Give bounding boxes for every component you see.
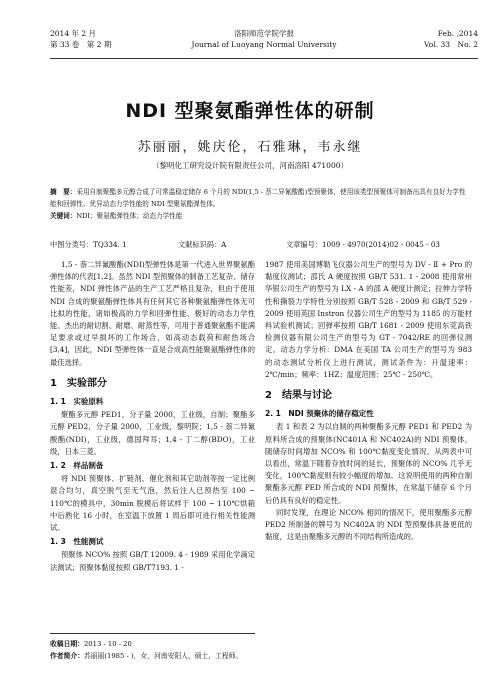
stability-paragraph: 表 1 和表 2 为以自制的两种聚酯多元醇 PED1 和 PED2 为原料所合成的预聚体(NC401A 和 NC402A)的 NDI 预聚体，随储存时间增加 NCO% 和 100℃黏度变化情况。从两表中可以看出，常温下随着存放时间的延长，预聚体的 NCO% 几乎无变化，100℃黏度则有较小幅度的增加。这说明使用的两种自制聚酯多元醇 PED 所合成的 NDI 预聚体，在常温下储存 6 个月后仍具有良好的稳定性。 bbox=[265, 422, 472, 505]
keywords-label: 关键词： bbox=[50, 212, 77, 220]
received-label: 收稿日期： bbox=[50, 640, 84, 648]
abstract-text: 采用自制聚酯多元醇合成了可常温稳定储存 6 个月的 NDI(1,5 - 萘二异氰酸酯)型预聚体，使用该类型预聚体可制备出具有良好力学性能和回弹性、优异动态力学性能的 NDI 型聚氨酯弹性体。 bbox=[50, 188, 466, 208]
header-center bbox=[50, 28, 478, 50]
viscosity-paragraph: 同时发现，在理论 NCO% 相同的情况下，使用聚酯多元醇 PED2 所制备的牌号为 NC402A 的 NDI 型预聚体具备更低的黏度，这是由聚酯多元醇的不同结构所造成的。 bbox=[265, 507, 472, 542]
issue-date: 2014 年 2 月 bbox=[50, 29, 97, 38]
subsection-heading: 1. 2 样品制备 bbox=[50, 461, 104, 471]
clc-number: 中图分类号：TQ334. 1 bbox=[50, 240, 127, 249]
received-date: 2013 - 10 - 20 bbox=[83, 640, 132, 648]
subsection-heading: 1. 3 性能测试 bbox=[50, 537, 104, 547]
testing-paragraph: 预聚体 NCO% 按照 GB/T 12009. 4 - 1989 采用化学滴定法测试；预聚体黏度按照 GB/T7193. 1 - bbox=[50, 550, 255, 572]
document-code: 文献标识码：A bbox=[178, 240, 227, 249]
journal-name-cn: 洛阳师范学院学报 bbox=[234, 29, 294, 38]
subsection-heading: 2. 1 NDI 预聚体的储存稳定性 bbox=[265, 409, 374, 419]
running-header bbox=[50, 28, 478, 59]
issue-date-en: Feb. ,2014 bbox=[437, 29, 478, 38]
volume-issue: 第 33 卷 第 2 期 bbox=[50, 40, 112, 49]
bio-label: 作者简介： bbox=[50, 652, 84, 660]
testing-continued: 1987 使用美国博勒飞仪器公司生产的型号为 DV - Ⅱ + Pro 的黏度仪测试；邵氏 A 硬度按照 GB/T 531. 1 - 2008 使用常州华银公司生产的型号为 LX - A 的邵 A 硬度计测定；拉伸力学特性和撕裂力学特性分别按照 GB/T 528 - 2009 和 GB/T 529 - 2009 使用英国 Instron 仪器公司生产的型号为 1185 的万能材料试验机测试；回弹率按照 GB/T 1681 - 2009 使用东莞高铁检测仪器有限公司生产的型号为 GT - 7042/RE 的回弹仪测定。动态力学分析：DMA 在美国 TA 公司生产的型号为 983 的动态测试分析仪上进行测试，测试条件为：升温速率：2℃/min；频率：1HZ；温度范围：25℃ - 250℃。 bbox=[265, 260, 472, 379]
journal-name-en: Journal of Luoyang Normal University bbox=[191, 40, 337, 49]
abstract bbox=[50, 186, 470, 222]
subsection-heading: 1. 1 实验原料 bbox=[50, 397, 104, 407]
paper-title: NDI 型聚氨酯弹性体的研制 bbox=[125, 100, 375, 122]
section-heading: 1 实验部分 bbox=[50, 377, 107, 389]
intro-paragraph: 1,5 - 萘二异氰酸酯(NDI)型弹性体是第一代进入世界聚氨酯弹性体的代表[1,2]。虽然 NDI 型预聚体的制备工艺复杂、储存性能差，NDI 弹性体产品的生产工艺严格且复杂，但由于使用 NDI 合成的聚氨酯弹性体具有任何其它各种聚氨酯弹性体无可比拟的性能，诸如极高的力学和回弹性能、极好的动态力学性能、杰出的耐切割、耐磨、耐蒸性等，可用于普通聚氨酯不能满足要求或过早损坏的工作场合，如高动态载荷和耐热场合[3,4]，因此，NDI 型弹性体一直是合成高性能聚氨酯弹性体的最佳选择。 bbox=[50, 260, 255, 367]
abstract-label: 摘 要： bbox=[50, 188, 77, 196]
section-heading: 2 结果与讨论 bbox=[265, 390, 332, 402]
materials-paragraph: 聚酯多元醇 PED1，分子量 2000，工业级，自制；聚酯多元醇 PED2，分子量 2000，工业级，黎明院；1,5 - 萘二异氰酸酯(NDI)，工业级，德国拜耳；1,4 - 丁二醇(BDO)，工业级，日本三菱。 bbox=[50, 410, 255, 456]
right-column bbox=[265, 259, 472, 543]
keywords: NDI；聚氨酯弹性体；动态力学性能 bbox=[76, 212, 183, 220]
author-bio: 苏丽丽(1985 - )，女，河南安阳人，硕士，工程师。 bbox=[83, 652, 243, 660]
left-column bbox=[50, 259, 255, 574]
affiliation: （黎明化工研究设计院有限责任公司，河南洛阳 471000） bbox=[151, 161, 348, 170]
header-right bbox=[424, 28, 478, 50]
volume-issue-en: Vol. 33 No. 2 bbox=[424, 40, 478, 49]
footnote bbox=[50, 633, 255, 662]
preparation-paragraph: 将 NDI 预聚体、扩链剂、催化剂和其它助剂等按一定比例混合均匀，真空脱气至无气泡，然后注入已预热至 100 ~ 110℃的模具中，30min 脱模后将试样于 100 ~ 110℃烘箱中后熟化 16 小时，在室温下放置 1 周后即可进行相关性能测试。 bbox=[50, 474, 255, 533]
article-number: 文章编号：1009 - 4970(2014)02 - 0045 - 03 bbox=[286, 240, 440, 249]
author-list: 苏丽丽，姚庆伦，石雅琳，韦永继 bbox=[137, 140, 363, 155]
